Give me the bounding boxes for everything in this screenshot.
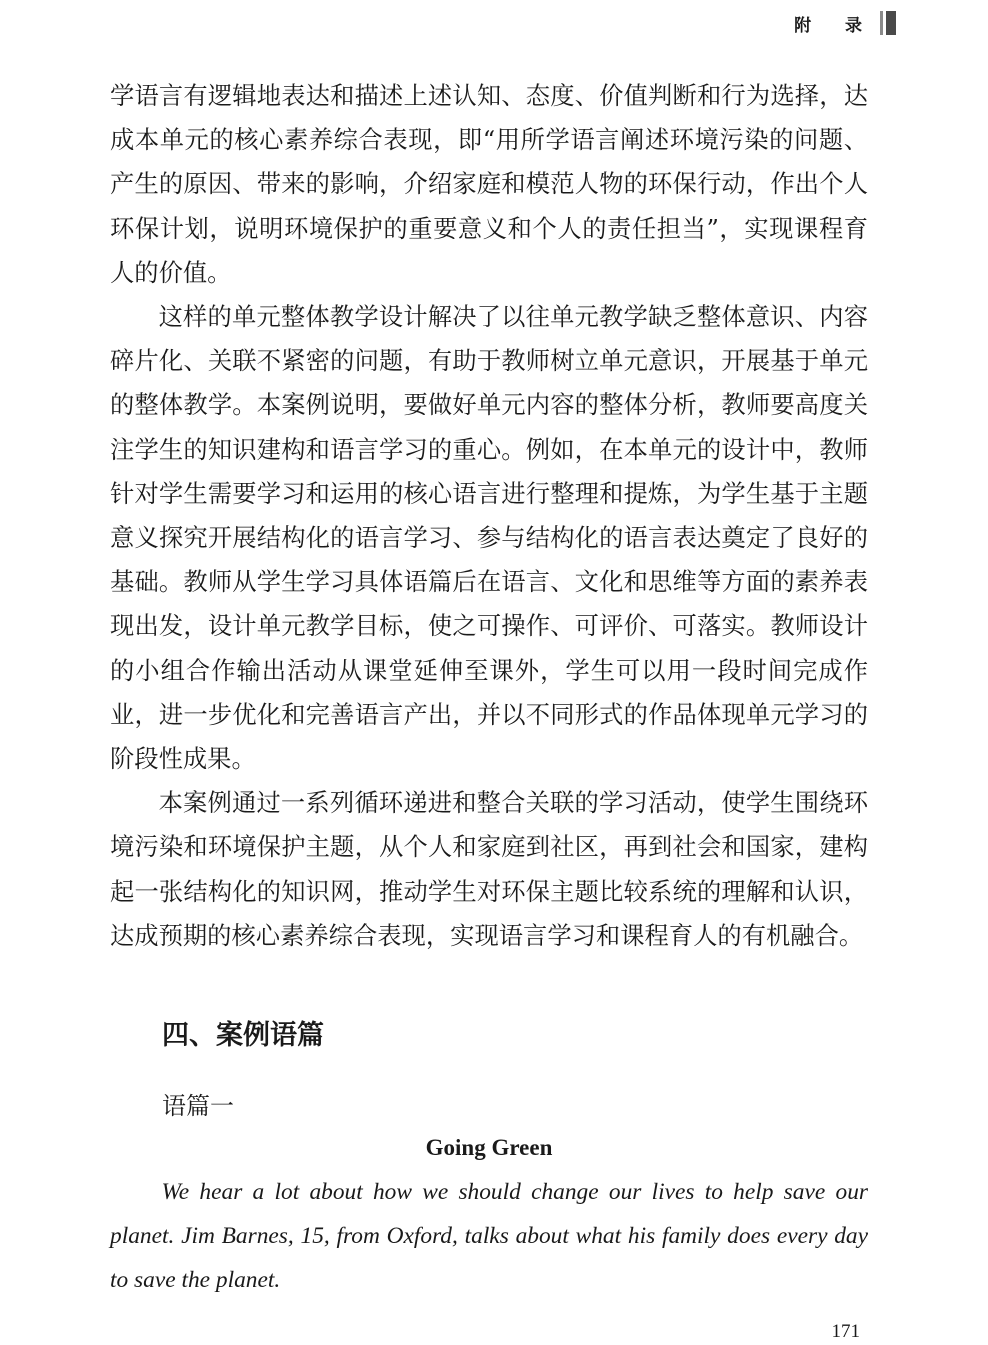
section-label: 附 录 [794,15,876,36]
text-label: 语篇一 [162,1092,234,1120]
header-decor-bar-thick [886,11,896,35]
article-intro: We hear a lot about how we should change our lives to help save our planet. Jim Barnes, 15, from Oxford, talks about what his family does every day to save the planet. [110,1179,868,1293]
running-header [794,10,896,36]
paragraph-continued: 学语言有逻辑地表达和描述上述认知、态度、价值判断和行为选择，达成本单元的核心素养综合表现，即“用所学语言阐述环境污染的问题、产生的原因、带来的影响，介绍家庭和模范人物的环保行动，作出个人环保计划，说明环境保护的重要意义和个人的责任担当”，实现课程育人的价值。 [110,81,868,287]
header-decor-bar-thin [880,11,883,35]
page-number: 171 [831,1321,860,1342]
paragraph: 本案例通过一系列循环递进和整合关联的学习活动，使学生围绕环境污染和环境保护主题，从个人和家庭到社区，再到社会和国家，建构起一张结构化的知识网，推动学生对环保主题比较系统的理解和认识，达成预期的核心素养综合表现，实现语言学习和课程育人的有机融合。 [110,788,868,950]
section-heading: 四、案例语篇 [162,1020,324,1051]
article-title: Going Green [425,1135,553,1160]
paragraph: 这样的单元整体教学设计解决了以往单元教学缺乏整体意识、内容碎片化、关联不紧密的问题，有助于教师树立单元意识，开展基于单元的整体教学。本案例说明，要做好单元内容的整体分析，教师要高度关注学生的知识建构和语言学习的重心。例如，在本单元的设计中，教师针对学生需要学习和运用的核心语言进行整理和提炼，为学生基于主题意义探究开展结构化的语言学习、参与结构化的语言表达奠定了良好的基础。教师从学生学习具体语篇后在语言、文化和思维等方面的素养表现出发，设计单元教学目标，使之可操作、可评价、可落实。教师设计的小组合作输出活动从课堂延伸至课外，学生可以用一段时间完成作业，进一步优化和完善语言产出，并以不同形式的作品体现单元学习的阶段性成果。 [110,302,868,774]
body-text [110,74,868,958]
